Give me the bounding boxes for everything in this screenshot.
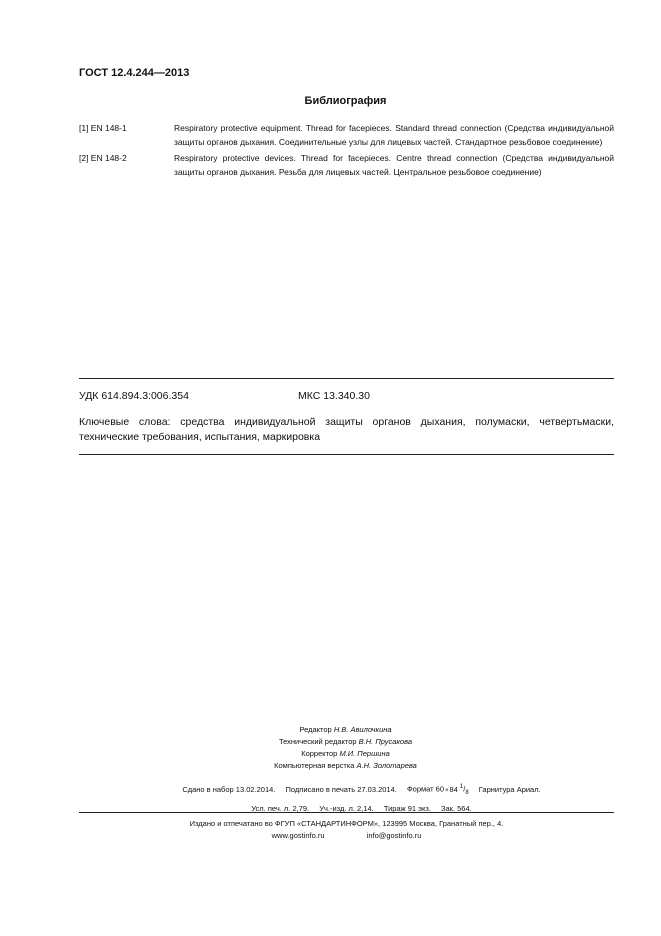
format-label: Формат 60 xyxy=(406,784,445,794)
bibliography-entry xyxy=(79,122,614,149)
divider-top xyxy=(79,378,614,379)
publisher-contacts xyxy=(79,830,614,842)
credit-line xyxy=(30,760,661,772)
bibliography-ref: [1] EN 148-1 xyxy=(79,123,127,133)
printing-info xyxy=(79,780,614,816)
print-run: Тираж 91 экз. xyxy=(383,804,431,813)
credit-line xyxy=(30,736,661,748)
credit-name: Н.В. Авилочкина xyxy=(333,725,392,734)
printed-sheets: Усл. печ. л. 2,79. xyxy=(251,804,310,813)
udk-code: УДК 614.894.3:006.354 xyxy=(79,390,189,402)
publisher-info xyxy=(79,818,614,842)
format-denominator: 8 xyxy=(465,790,469,796)
paper-format: Формат 60×84 $^1/_8$ xyxy=(406,784,469,796)
sent-date: Сдано в набор 13.02.2014. xyxy=(182,784,276,794)
printing-row xyxy=(109,801,614,816)
credit-role: Технический редактор xyxy=(278,737,357,746)
format-numerator: 1 xyxy=(459,784,464,790)
bibliography-text: Respiratory protective equipment. Thread for facepieces. Standard thread connection (Средства индивидуальной защиты органов дыхания. Соединительные узлы для лицевых частей. Стандартное резьбовое соединение) xyxy=(174,123,614,147)
format-times: × xyxy=(445,787,449,794)
publisher-address: Издано и отпечатано во ФГУП «СТАНДАРТИНФОРМ», 123995 Москва, Гранатный пер., 4. xyxy=(189,819,504,828)
credit-role: Редактор xyxy=(299,725,332,734)
divider-bottom xyxy=(79,812,614,813)
credit-name: М.И. Першина xyxy=(339,749,390,758)
edition-sheets: Уч.-изд. л. 2,14. xyxy=(319,804,374,813)
keywords: Ключевые слова: средства индивидуальной защиты органов дыхания, полумаски, четвертьмаски, технические требования, испытания, маркировка xyxy=(79,416,614,443)
order-number: Зак. 564. xyxy=(440,804,472,813)
format-84: 84 xyxy=(449,784,458,794)
publisher-website[interactable]: www.gostinfo.ru xyxy=(271,831,325,840)
bibliography-text: Respiratory protective devices. Thread for facepieces. Centre thread connection (Средства индивидуальной защиты органов дыхания. Резьба для лицевых частей. Центральное резьбовое соединение) xyxy=(174,153,614,177)
credit-role: Корректор xyxy=(301,749,338,758)
credit-line xyxy=(30,724,661,736)
bibliography-ref: [2] EN 148-2 xyxy=(79,153,127,163)
mks-code: МКС 13.340.30 xyxy=(298,390,370,402)
credit-name: В.Н. Прусакова xyxy=(358,737,413,746)
printing-row xyxy=(109,780,614,801)
credit-name: А.Н. Золотарева xyxy=(356,761,417,770)
credits-block xyxy=(0,724,661,772)
credit-line xyxy=(30,748,661,760)
divider-middle xyxy=(79,454,614,455)
bibliography-title: Библиография xyxy=(304,95,387,107)
publisher-email[interactable]: info@gostinfo.ru xyxy=(366,831,422,840)
bibliography-list xyxy=(79,122,614,182)
typeface: Гарнитура Ариал. xyxy=(478,784,541,794)
bibliography-entry xyxy=(79,152,614,179)
credit-role: Компьютерная верстка xyxy=(274,761,355,770)
document-id: ГОСТ 12.4.244—2013 xyxy=(79,67,190,79)
signed-date: Подписано в печать 27.03.2014. xyxy=(285,784,397,794)
